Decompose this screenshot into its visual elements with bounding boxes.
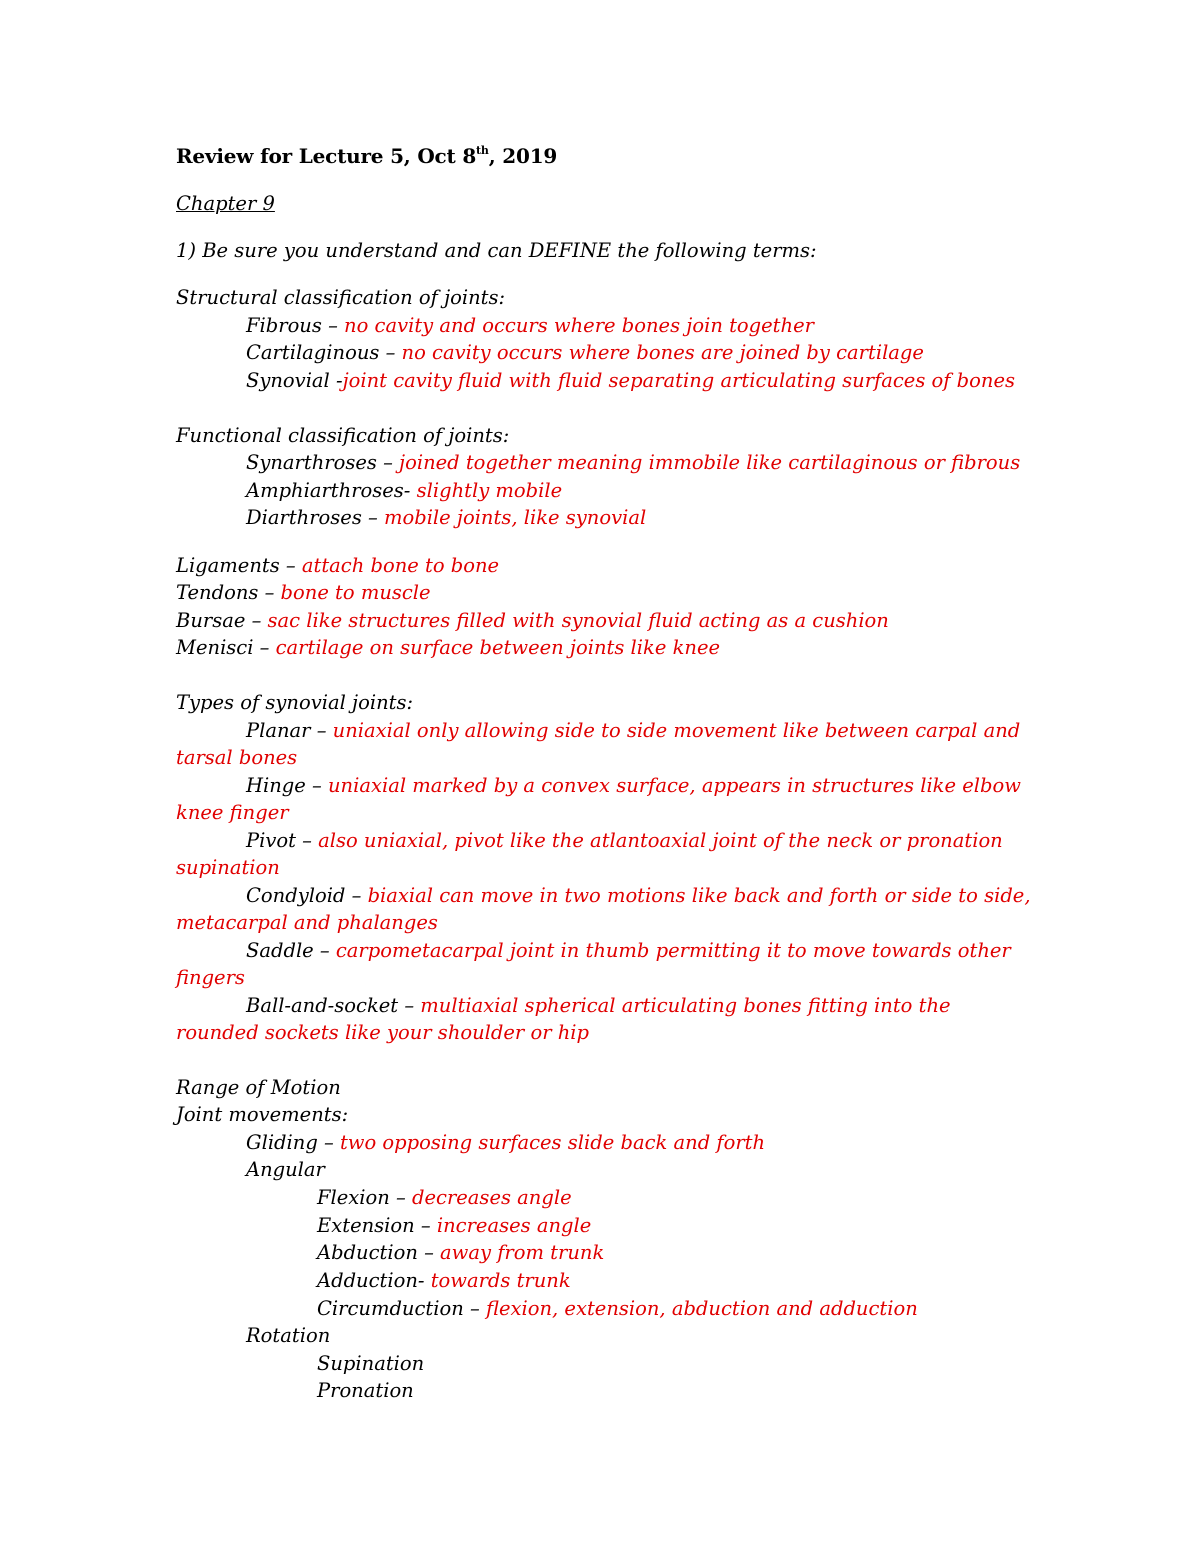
movement-pronation: Pronation [317, 1379, 414, 1402]
synovial-type-saddle-cont: fingers [176, 966, 245, 989]
synovial-type-pivot-cont: supination [176, 856, 280, 879]
misc-item-ligaments [176, 552, 499, 580]
structural-item-fibrous [246, 312, 814, 340]
answer: carpometacarpal joint in thumb permitting it to move towards other [335, 939, 1011, 962]
movement-extension [317, 1212, 591, 1240]
misc-item-menisci [176, 634, 720, 662]
range-of-motion-heading: Range of Motion [176, 1076, 341, 1099]
term: Fibrous – [246, 314, 345, 337]
synovial-type-condyloid-cont: metacarpal and phalanges [176, 911, 438, 934]
functional-item-diarthroses [246, 504, 646, 532]
answer: also uniaxial, pivot like the atlantoaxial joint of the neck or pronation [318, 829, 1003, 852]
answer: bone to muscle [280, 581, 431, 604]
functional-item-synarthroses [246, 449, 1020, 477]
term: Amphiarthroses- [246, 479, 417, 502]
term: Synovial - [246, 369, 343, 392]
movement-angular-label: Angular [246, 1158, 325, 1181]
functional-heading: Functional classification of joints: [176, 424, 510, 447]
term: Cartilaginous – [246, 341, 402, 364]
term: Tendons – [176, 581, 281, 604]
term: Diarthroses – [246, 506, 384, 529]
synovial-type-pivot [246, 827, 1003, 855]
synovial-type-hinge-cont: knee finger [176, 801, 289, 824]
answer: two opposing surfaces slide back and forth [339, 1131, 766, 1154]
term: Menisci – [176, 636, 276, 659]
term: Ligaments – [176, 554, 302, 577]
answer: flexion, extension, abduction and adduction [485, 1297, 918, 1320]
chapter-heading: Chapter 9 [176, 192, 275, 215]
term: Condyloid – [246, 884, 368, 907]
term: Synarthroses – [246, 451, 400, 474]
term: Gliding – [246, 1131, 340, 1154]
synovial-type-planar [246, 717, 1020, 745]
term: Flexion – [317, 1186, 412, 1209]
title-year: , 2019 [488, 144, 558, 168]
structural-item-synovial [246, 367, 1015, 395]
term: Hinge – [246, 774, 328, 797]
movement-gliding [246, 1129, 765, 1157]
answer: decreases angle [412, 1186, 572, 1209]
structural-heading: Structural classification of joints: [176, 286, 506, 309]
term: Circumduction – [317, 1297, 486, 1320]
answer: slightly mobile [416, 479, 563, 502]
movement-rotation-label: Rotation [246, 1324, 331, 1347]
title-superscript: th [476, 144, 489, 157]
answer: mobile joints, like synovial [383, 506, 647, 529]
synovial-type-saddle [246, 937, 1011, 965]
answer: joint cavity fluid with fluid separating articulating surfaces of bones [342, 369, 1016, 392]
term: Saddle – [246, 939, 336, 962]
answer: attach bone to bone [301, 554, 500, 577]
term: Extension – [317, 1214, 437, 1237]
misc-item-bursae [176, 607, 889, 635]
functional-item-amphiarthroses [246, 477, 562, 505]
answer: biaxial can move in two motions like back and forth or side to side, [367, 884, 1031, 907]
movement-abduction [317, 1239, 604, 1267]
movement-supination: Supination [317, 1352, 425, 1375]
term: Planar – [246, 719, 333, 742]
answer: uniaxial only allowing side to side movement like between carpal and [332, 719, 1021, 742]
movement-flexion [317, 1184, 572, 1212]
synovial-type-condyloid [246, 882, 1031, 910]
answer: no cavity occurs where bones are joined by cartilage [401, 341, 924, 364]
answer: uniaxial marked by a convex surface, appears in structures like elbow [327, 774, 1021, 797]
answer: cartilage on surface between joints like knee [275, 636, 721, 659]
answer: towards trunk [430, 1269, 571, 1292]
term: Abduction – [317, 1241, 441, 1264]
term: Ball-and-socket – [246, 994, 421, 1017]
answer: multiaxial spherical articulating bones fitting into the [420, 994, 951, 1017]
synovial-types-heading: Types of synovial joints: [176, 691, 414, 714]
title-text: Review for Lecture 5, Oct 8 [176, 144, 477, 168]
synovial-type-hinge [246, 772, 1021, 800]
movement-circumduction [317, 1295, 918, 1323]
document-title [176, 142, 557, 170]
answer: joined together meaning immobile like cartilaginous or fibrous [399, 451, 1021, 474]
answer: no cavity and occurs where bones join together [344, 314, 814, 337]
answer: sac like structures filled with synovial fluid acting as a cushion [267, 609, 889, 632]
term: Adduction- [317, 1269, 431, 1292]
misc-item-tendons [176, 579, 431, 607]
joint-movements-heading: Joint movements: [176, 1103, 349, 1126]
instruction-text: 1) Be sure you understand and can DEFINE the following terms: [176, 239, 817, 262]
synovial-type-planar-cont: tarsal bones [176, 746, 298, 769]
structural-item-cartilaginous [246, 339, 924, 367]
answer: increases angle [436, 1214, 592, 1237]
movement-adduction [317, 1267, 571, 1295]
answer: away from trunk [440, 1241, 605, 1264]
term: Bursae – [176, 609, 268, 632]
synovial-type-ball-and-socket-cont: rounded sockets like your shoulder or hip [176, 1021, 589, 1044]
term: Pivot – [246, 829, 319, 852]
synovial-type-ball-and-socket [246, 992, 951, 1020]
